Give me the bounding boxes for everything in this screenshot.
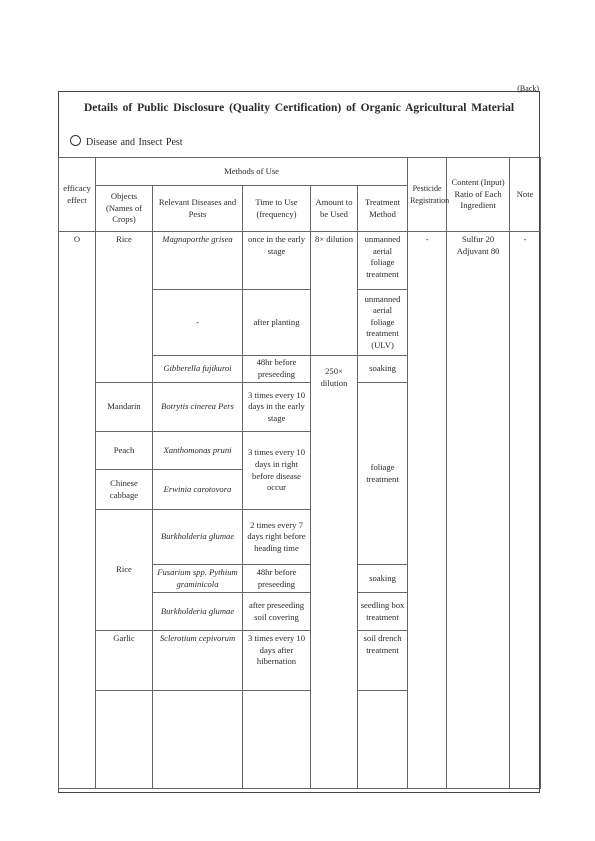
time-cell: 48hr before preseeding (243, 565, 311, 593)
disease-cell: Botrytis cinerea Pers (153, 383, 243, 432)
empty-cell (243, 691, 311, 789)
crop-rice: Rice (96, 510, 153, 631)
time-cell: after planting (243, 290, 311, 356)
content-value: Sulfur 20 Adjuvant 80 (447, 232, 510, 789)
time-cell: 3 times every 10 days in the early stage (243, 383, 311, 432)
time-cell: once in the early stage (243, 232, 311, 290)
disease-cell: Burkholderia glumae (153, 510, 243, 565)
material-table (58, 157, 541, 789)
amount-cell: 250× dilution (311, 356, 358, 789)
empty-cell (96, 691, 153, 789)
crop-rice: Rice (96, 232, 153, 383)
header-pesticide: Pesticide Registration (408, 158, 447, 232)
empty-cell (358, 691, 408, 789)
header-note: Note (510, 158, 541, 232)
time-cell: 48hr before preseeding (243, 356, 311, 383)
time-cell: after preseeding soil covering (243, 593, 311, 631)
disease-cell: - (153, 290, 243, 356)
pesticide-value: - (408, 232, 447, 789)
section-heading (70, 135, 183, 148)
header-efficacy: efficacy effect (59, 158, 96, 232)
disease-cell: Burkholderia glumae (153, 593, 243, 631)
treatment-cell: foliage treatment (358, 383, 408, 565)
crop-mandarin: Mandarin (96, 383, 153, 432)
note-value: - (510, 232, 541, 789)
treatment-cell: unmanned aerial foliage treatment (358, 232, 408, 290)
crop-cabbage: Chinese cabbage (96, 470, 153, 510)
time-cell: 2 times every 7 days right before heading time (243, 510, 311, 565)
disease-cell: Erwinia carotovora (153, 470, 243, 510)
disease-cell: Magnaporthe grisea (153, 232, 243, 290)
treatment-cell: soaking (358, 565, 408, 593)
treatment-cell: soil drench treatment (358, 631, 408, 691)
header-diseases: Relevant Diseases and Pests (153, 186, 243, 232)
circle-icon (70, 135, 81, 146)
treatment-cell: seedling box treatment (358, 593, 408, 631)
disease-cell: Gibberella fujikuroi (153, 356, 243, 383)
disease-cell: Sclerotium cepivorum (153, 631, 243, 691)
section-label: Disease and Insect Pest (86, 137, 183, 148)
crop-garlic: Garlic (96, 631, 153, 691)
page-title: Details of Public Disclosure (Quality Certification) of Organic Agricultural Material (83, 102, 515, 114)
time-cell: 3 times every 10 days in right before disease occur (243, 432, 311, 510)
crop-peach: Peach (96, 432, 153, 470)
header-amount: Amount to be Used (311, 186, 358, 232)
amount-cell: 8× dilution (311, 232, 358, 356)
header-treatment: Treatment Method (358, 186, 408, 232)
efficacy-value: O (59, 232, 96, 789)
treatment-cell: soaking (358, 356, 408, 383)
header-objects: Objects (Names of Crops) (96, 186, 153, 232)
empty-cell (153, 691, 243, 789)
header-methods: Methods of Use (96, 158, 408, 186)
disease-cell: Xanthomonas pruni (153, 432, 243, 470)
back-label: (Back) (517, 84, 539, 93)
time-cell: 3 times every 10 days after hibernation (243, 631, 311, 691)
header-time: Time to Use (frequency) (243, 186, 311, 232)
disease-cell: Fusarium spp. Pythium graminicola (153, 565, 243, 593)
header-content: Content (Input) Ratio of Each Ingredient (447, 158, 510, 232)
treatment-cell: unmanned aerial foliage treatment (ULV) (358, 290, 408, 356)
